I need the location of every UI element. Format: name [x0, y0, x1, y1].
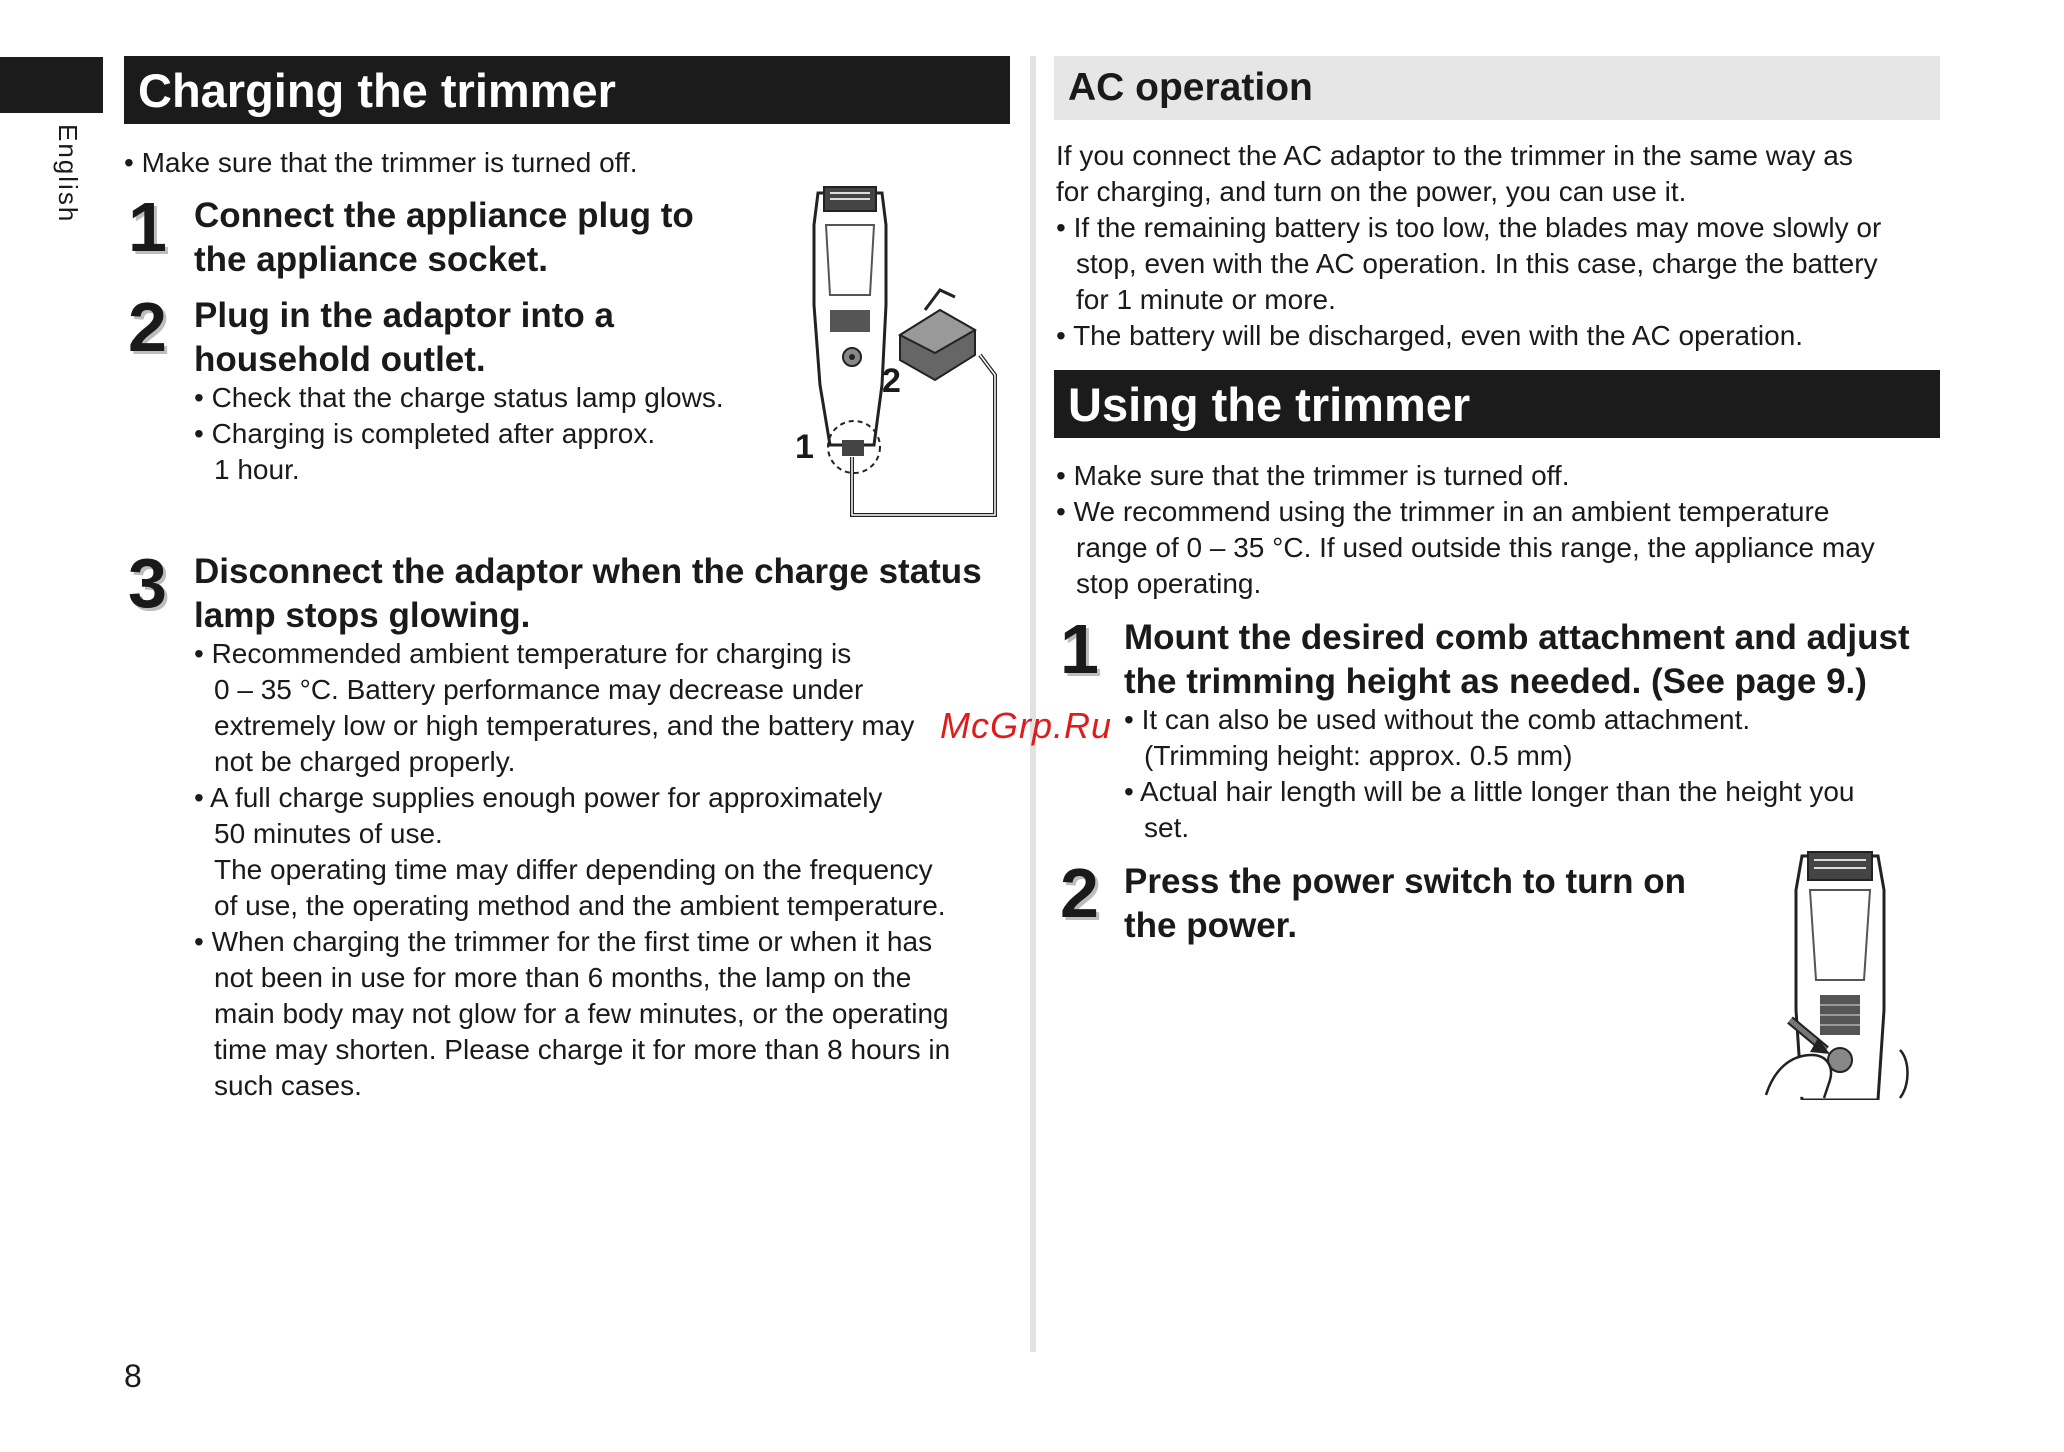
- bullet-text: The operating time may differ depending on the frequency: [214, 854, 933, 885]
- bullet-text: range of 0 – 35 °C. If used outside this range, the appliance may: [1076, 532, 1875, 563]
- bullet-text: stop, even with the AC operation. In this case, charge the battery: [1076, 248, 1878, 279]
- bullet-text: • Actual hair length will be a little longer than the height you: [1124, 776, 1855, 807]
- bullet-text: for 1 minute or more.: [1076, 284, 1336, 315]
- step-title: household outlet.: [194, 340, 486, 379]
- step-title: Connect the appliance plug to: [194, 196, 694, 235]
- step-number: 2: [128, 288, 167, 366]
- step-title: Press the power switch to turn on: [1124, 862, 1687, 901]
- bullet-text: • It can also be used without the comb attachment.: [1124, 704, 1751, 735]
- bullet-text: • We recommend using the trimmer in an ambient temperature: [1056, 496, 1830, 527]
- figure-label: 1: [795, 428, 814, 466]
- bullet-text: 50 minutes of use.: [214, 818, 443, 849]
- step-title: the appliance socket.: [194, 240, 549, 279]
- step-number: 2: [1060, 854, 1099, 932]
- bullet-text: • If the remaining battery is too low, the blades may move slowly or: [1056, 212, 1882, 243]
- page-number: 8: [124, 1358, 142, 1394]
- bullet-text: extremely low or high temperatures, and the battery may: [214, 710, 915, 741]
- bullet-text: of use, the operating method and the ambient temperature.: [214, 890, 946, 921]
- section-title-ac-operation: AC operation: [1054, 56, 1940, 120]
- bullet-text: set.: [1144, 812, 1190, 843]
- section-title-charging: Charging the trimmer: [124, 56, 1010, 124]
- bullet-text: not be charged properly.: [214, 746, 516, 777]
- bullet-text: • Recommended ambient temperature for charging is: [194, 638, 852, 669]
- power-switch-illustration: [1760, 850, 1920, 1100]
- figure-label: 2: [882, 362, 901, 400]
- step-number: 1: [128, 188, 167, 266]
- bullet-text: • Check that the charge status lamp glows.: [194, 382, 724, 413]
- step-title: Mount the desired comb attachment and adjust: [1124, 618, 1910, 657]
- intro-note: • Make sure that the trimmer is turned off.: [124, 147, 638, 178]
- bullet-text: time may shorten. Please charge it for more than 8 hours in: [214, 1034, 951, 1065]
- bullet-text: • When charging the trimmer for the first time or when it has: [194, 926, 933, 957]
- step-number: 3: [128, 544, 167, 622]
- step-title: lamp stops glowing.: [194, 596, 531, 635]
- bullet-text: 1 hour.: [214, 454, 300, 485]
- bullet-text: main body may not glow for a few minutes, or the operating: [214, 998, 949, 1029]
- column-divider: [1030, 56, 1036, 1352]
- bullet-text: • Charging is completed after approx.: [194, 418, 656, 449]
- bullet-text: • Make sure that the trimmer is turned off.: [1056, 460, 1570, 491]
- section-title-using: Using the trimmer: [1054, 370, 1940, 438]
- step-title: the power.: [1124, 906, 1298, 945]
- bullet-text: stop operating.: [1076, 568, 1262, 599]
- bullet-text: • A full charge supplies enough power for approximately: [194, 782, 883, 813]
- body-text: for charging, and turn on the power, you can use it.: [1056, 176, 1687, 207]
- step-title: Plug in the adaptor into a: [194, 296, 614, 335]
- watermark: McGrp.Ru: [940, 705, 1113, 746]
- bullet-text: 0 – 35 °C. Battery performance may decrease under: [214, 674, 864, 705]
- bullet-text: not been in use for more than 6 months, the lamp on the: [214, 962, 912, 993]
- bullet-text: (Trimming height: approx. 0.5 mm): [1144, 740, 1573, 771]
- step-title: the trimming height as needed. (See page 9.): [1124, 662, 1867, 701]
- charging-illustration: [790, 185, 1015, 525]
- language-label: English: [53, 124, 83, 224]
- body-text: If you connect the AC adaptor to the trimmer in the same way as: [1056, 140, 1853, 171]
- step-title: Disconnect the adaptor when the charge status: [194, 552, 982, 591]
- bullet-text: such cases.: [214, 1070, 362, 1101]
- section-tab: [0, 57, 103, 113]
- step-number: 1: [1060, 610, 1099, 688]
- bullet-text: • The battery will be discharged, even with the AC operation.: [1056, 320, 1804, 351]
